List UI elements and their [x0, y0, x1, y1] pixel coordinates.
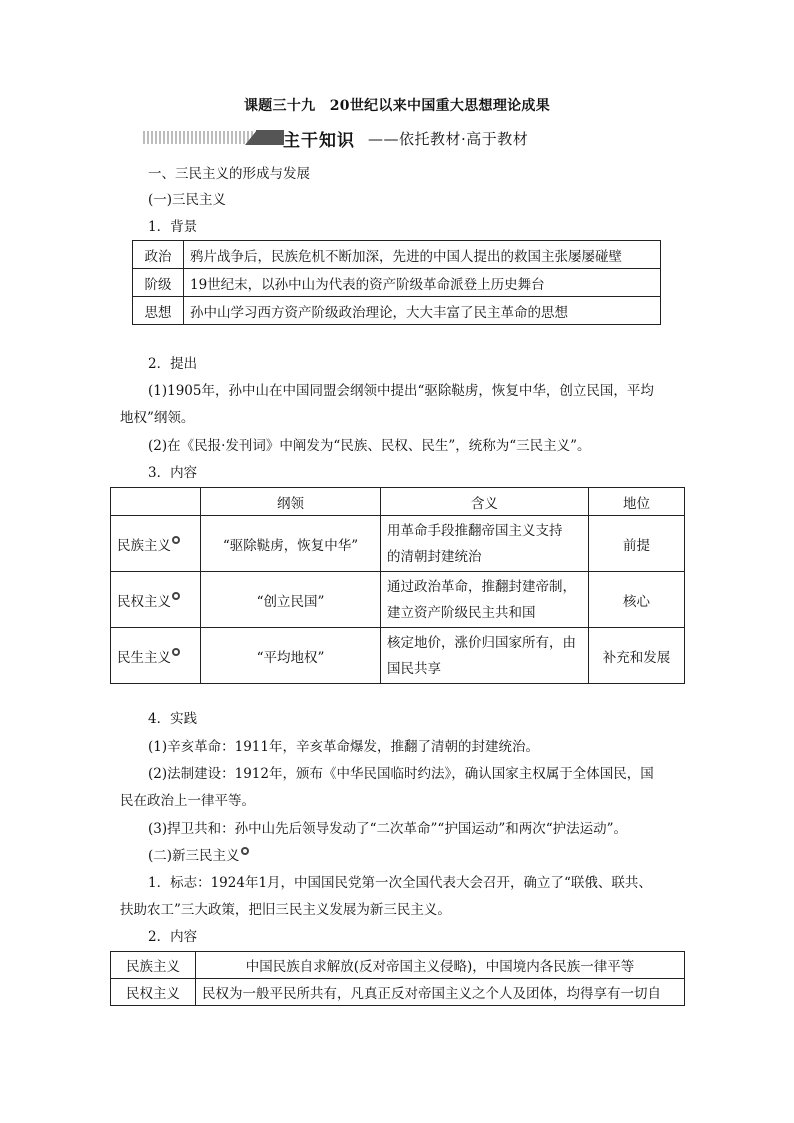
annotation-icon [172, 592, 180, 600]
row-text: 孙中山学习西方资产阶级政治理论，大大丰富了民主革命的思想 [184, 297, 661, 325]
meaning-line: 国民共享 [387, 660, 441, 677]
program-cell: “平均地权” [201, 628, 381, 684]
paragraph-line: (1)1905年，孙中山在中国同盟会纲领中提出“驱除鞑虏，恢复中华，创立民国，平均 [148, 383, 654, 399]
paragraph-line: 民在政治上一律平等。 [120, 793, 255, 809]
paragraph-line: 地权”纲领。 [120, 410, 195, 426]
subsection-heading [148, 844, 249, 864]
header-cell: 含义 [381, 488, 589, 516]
banner-main-text: 主干知识 [283, 131, 355, 151]
row-label: 思想 [133, 297, 184, 325]
meaning-cell [381, 516, 589, 572]
new-principles-table [110, 951, 685, 1006]
program-cell: “创立民国” [201, 572, 381, 628]
content-table [110, 487, 685, 684]
principle-name-cell [111, 572, 201, 628]
status-cell: 补充和发展 [589, 628, 685, 684]
meaning-line: 用革命手段推翻帝国主义支持 [387, 522, 563, 539]
paragraph-line: (2)法制建设：1912年，颁布《中华民国临时约法》，确认国家主权属于全体国民，国 [148, 766, 654, 782]
header-cell: 地位 [589, 488, 685, 516]
program-cell: “驱除鞑虏，恢复中华” [201, 516, 381, 572]
item-heading: 1．背景 [148, 219, 198, 235]
annotation-icon [172, 536, 180, 544]
principle-name: 民族主义 [117, 537, 171, 554]
header-cell: 纲领 [201, 488, 381, 516]
meaning-line: 核定地价，涨价归国家所有，由 [387, 634, 576, 651]
section-heading: 一、三民主义的形成与发展 [148, 166, 310, 182]
table-row [111, 572, 685, 628]
row-label: 政治 [133, 241, 184, 269]
table-row [111, 979, 685, 1006]
status-cell: 核心 [589, 572, 685, 628]
meaning-line: 建立资产阶级民主共和国 [387, 604, 536, 621]
subsection-text: (二)新三民主义 [148, 848, 240, 864]
table-row [133, 241, 661, 269]
row-label: 民族主义 [111, 952, 196, 979]
paragraph-line: 1．标志：1924年1月，中国国民党第一次全国代表大会召开，确立了“联俄、联共、 [148, 875, 652, 891]
row-label: 阶级 [133, 269, 184, 297]
status-cell: 前提 [589, 516, 685, 572]
meaning-line: 通过政治革命，推翻封建帝制， [387, 578, 576, 595]
table-row [111, 516, 685, 572]
item-heading: 2．内容 [148, 929, 198, 945]
row-text: 鸦片战争后，民族危机不断加深，先进的中国人提出的救国主张屡屡碰壁 [184, 241, 661, 269]
banner-hatch-decoration [143, 131, 253, 144]
paragraph-line: (1)辛亥革命：1911年，辛亥革命爆发，推翻了清朝的封建统治。 [148, 739, 539, 755]
paragraph-line: 扶助农工”三大政策，把旧三民主义发展为新三民主义。 [120, 902, 451, 918]
principle-name: 民权主义 [117, 593, 171, 610]
table-header-row [111, 488, 685, 516]
row-text: 中国民族自求解放(反对帝国主义侵略)，中国境内各民族一律平等 [196, 952, 685, 979]
table-row [111, 628, 685, 684]
item-heading: 3．内容 [148, 465, 198, 481]
principle-name-cell [111, 516, 201, 572]
annotation-icon [241, 847, 249, 855]
principle-name: 民生主义 [117, 649, 171, 666]
meaning-line: 的清朝封建统治 [387, 548, 482, 565]
meaning-cell [381, 628, 589, 684]
page-title: 课题三十九 20世纪以来中国重大思想理论成果 [243, 98, 551, 114]
header-cell [111, 488, 201, 516]
banner-dark-decoration [256, 130, 284, 145]
meaning-cell [381, 572, 589, 628]
item-heading: 2．提出 [148, 356, 198, 372]
banner-sub-text: ——依托教材·高于教材 [368, 130, 529, 148]
annotation-icon [172, 648, 180, 656]
row-text: 民权为一般平民所共有，凡真正反对帝国主义之个人及团体，均得享有一切自 [196, 979, 685, 1006]
table-row [111, 952, 685, 979]
section-banner [143, 126, 583, 152]
table-row [133, 269, 661, 297]
table-row [133, 297, 661, 325]
principle-name-cell [111, 628, 201, 684]
row-text: 19世纪末，以孙中山为代表的资产阶级革命派登上历史舞台 [184, 269, 661, 297]
paragraph-line: (2)在《民报·发刊词》中阐发为“民族、民权、民生”，统称为“三民主义”。 [148, 438, 591, 454]
background-table [132, 240, 661, 325]
row-label: 民权主义 [111, 979, 196, 1006]
paragraph-line: (3)捍卫共和：孙中山先后领导发动了“二次革命”“护国运动”和两次“护法运动”。 [148, 821, 628, 837]
item-heading: 4．实践 [148, 711, 198, 727]
subsection-heading: (一)三民主义 [148, 192, 227, 208]
